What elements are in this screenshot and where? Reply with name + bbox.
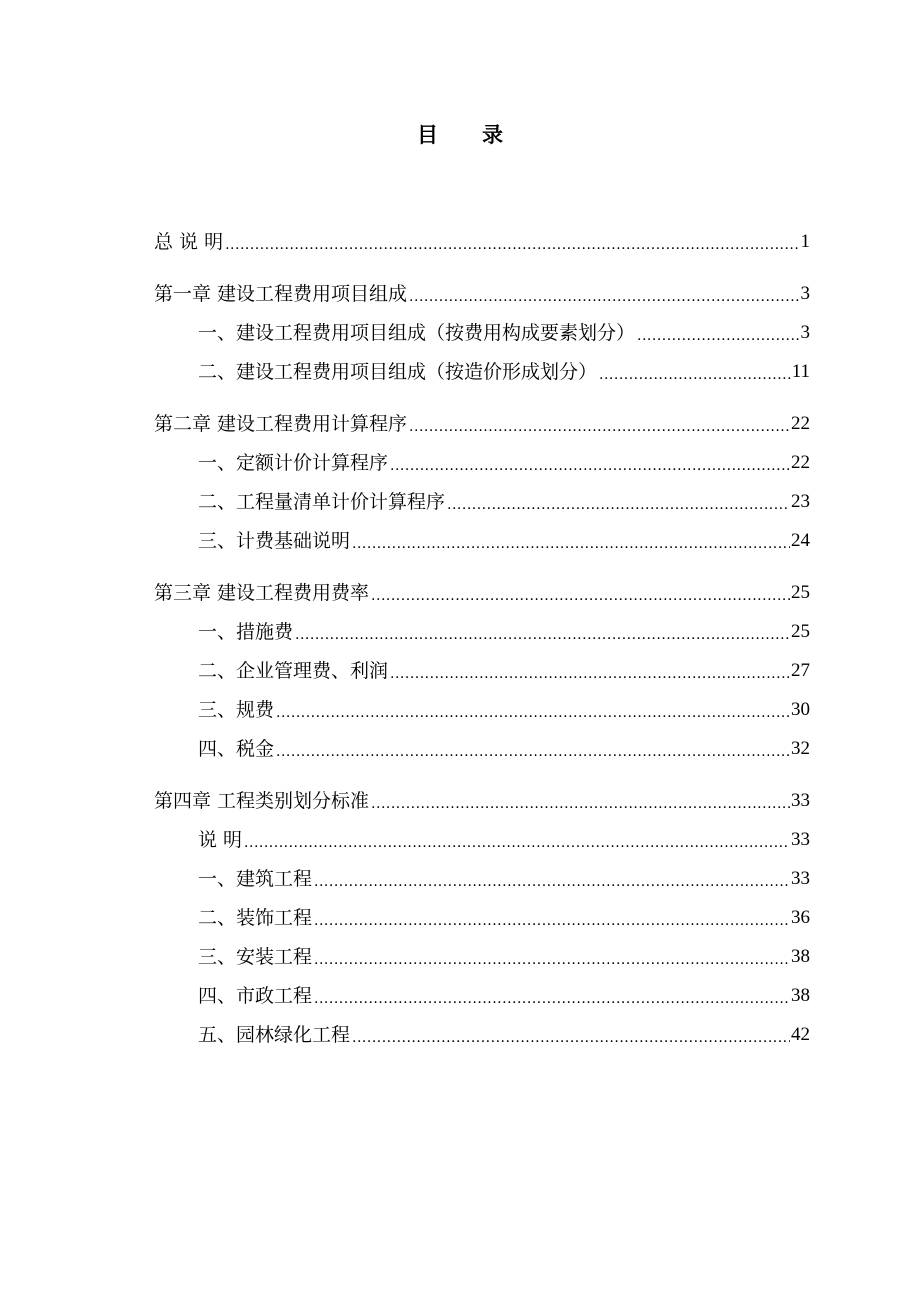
toc-entry-page: 36 — [791, 907, 810, 928]
toc-entry-label: 三、规费 — [198, 699, 275, 721]
dot-leader — [409, 284, 799, 310]
toc-entry-page: 3 — [800, 283, 810, 304]
toc-entry-label: 一、措施费 — [198, 621, 294, 643]
toc-entry-chapter-3[interactable] — [154, 577, 810, 609]
toc-entry-chapter-4-item-5[interactable] — [154, 973, 810, 1012]
dot-leader — [276, 700, 790, 726]
dot-leader — [599, 362, 791, 388]
toc-entry-page: 22 — [791, 413, 810, 434]
toc-entry-chapter-3-item-2[interactable] — [154, 648, 810, 687]
toc-entry-label: 二、工程量清单计价计算程序 — [198, 491, 446, 513]
toc-entry-label: 一、建筑工程 — [198, 868, 313, 890]
toc-entry-label: 四、税金 — [198, 738, 275, 760]
toc-entry-page: 33 — [791, 790, 810, 811]
toc-entry-label: 四、市政工程 — [198, 985, 313, 1007]
toc-entry-chapter-1-item-2[interactable] — [154, 349, 810, 388]
toc-entry-label: 第一章 建设工程费用项目组成 — [154, 283, 408, 305]
toc-entry-chapter-3-item-3[interactable] — [154, 687, 810, 726]
toc-entry-chapter-2-item-2[interactable] — [154, 479, 810, 518]
toc-entry-chapter-1[interactable] — [154, 278, 810, 310]
toc-entry-chapter-4-item-3[interactable] — [154, 895, 810, 934]
toc-entry-label: 一、建设工程费用项目组成（按费用构成要素划分） — [198, 322, 636, 344]
dot-leader — [352, 531, 790, 557]
toc-entry-label: 第三章 建设工程费用费率 — [154, 582, 370, 604]
dot-leader — [244, 830, 790, 856]
toc-entry-label: 五、园林绿化工程 — [198, 1024, 351, 1046]
dot-leader — [409, 414, 790, 440]
toc-entry-page: 27 — [791, 660, 810, 681]
toc-entry-chapter-3-item-4[interactable] — [154, 726, 810, 765]
toc-entry-label: 总 说 明 — [154, 231, 224, 253]
toc-entry-label: 一、定额计价计算程序 — [198, 452, 389, 474]
toc-entry-page: 32 — [791, 738, 810, 759]
toc-entry-chapter-1-item-1[interactable] — [154, 310, 810, 349]
dot-leader — [276, 739, 790, 765]
dot-leader — [371, 791, 790, 817]
toc-entry-general[interactable] — [154, 226, 810, 258]
toc-entry-label: 三、计费基础说明 — [198, 530, 351, 552]
toc-entry-label: 说 明 — [198, 829, 243, 851]
toc-entry-chapter-2-item-1[interactable] — [154, 440, 810, 479]
dot-leader — [352, 1025, 790, 1051]
toc-entry-page: 33 — [791, 829, 810, 850]
toc-entry-chapter-4-item-6[interactable] — [154, 1012, 810, 1051]
dot-leader — [637, 323, 799, 349]
toc-entry-page: 38 — [791, 946, 810, 967]
toc-entry-chapter-4[interactable] — [154, 785, 810, 817]
toc-entry-chapter-2-item-3[interactable] — [154, 518, 810, 557]
toc-entry-chapter-3-item-1[interactable] — [154, 609, 810, 648]
toc-entry-label: 二、建设工程费用项目组成（按造价形成划分） — [198, 361, 598, 383]
page-title — [0, 118, 920, 152]
toc-entry-label: 二、装饰工程 — [198, 907, 313, 929]
dot-leader — [390, 661, 790, 687]
toc-entry-chapter-4-item-2[interactable] — [154, 856, 810, 895]
toc-entry-page: 25 — [791, 621, 810, 642]
title-part-2: 录 — [482, 122, 503, 147]
toc-entry-label: 二、企业管理费、利润 — [198, 660, 389, 682]
dot-leader — [314, 986, 790, 1012]
toc-entry-page: 38 — [791, 985, 810, 1006]
toc-entry-page: 3 — [800, 322, 810, 343]
toc-entry-label: 三、安装工程 — [198, 946, 313, 968]
toc-entry-page: 33 — [791, 868, 810, 889]
toc-entry-page: 1 — [800, 231, 810, 252]
dot-leader — [371, 583, 790, 609]
dot-leader — [314, 908, 790, 934]
toc-entry-label: 第四章 工程类别划分标准 — [154, 790, 370, 812]
dot-leader — [314, 869, 790, 895]
toc-entry-page: 11 — [791, 361, 810, 382]
toc-entry-chapter-2[interactable] — [154, 408, 810, 440]
dot-leader — [314, 947, 790, 973]
toc-entry-page: 30 — [791, 699, 810, 720]
toc-entry-label: 第二章 建设工程费用计算程序 — [154, 413, 408, 435]
toc-entry-page: 23 — [791, 491, 810, 512]
title-part-1: 目 — [417, 122, 438, 147]
toc-entry-page: 25 — [791, 582, 810, 603]
dot-leader — [225, 232, 799, 258]
toc-entry-chapter-4-item-1[interactable] — [154, 817, 810, 856]
table-of-contents — [154, 226, 810, 1051]
toc-entry-page: 24 — [791, 530, 810, 551]
toc-entry-chapter-4-item-4[interactable] — [154, 934, 810, 973]
dot-leader — [447, 492, 790, 518]
toc-entry-page: 42 — [791, 1024, 810, 1045]
dot-leader — [390, 453, 790, 479]
dot-leader — [295, 622, 790, 648]
toc-entry-page: 22 — [791, 452, 810, 473]
